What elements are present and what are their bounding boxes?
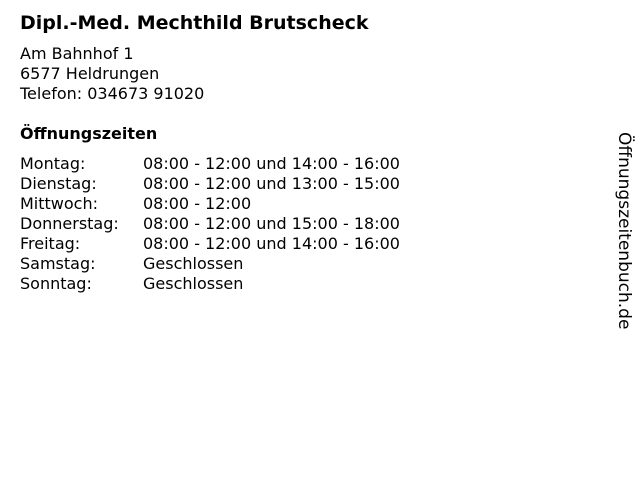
opening-hours-table xyxy=(20,154,400,294)
day-label: Freitag: xyxy=(20,234,81,253)
day-times: Geschlossen xyxy=(143,274,244,293)
hours-row-friday xyxy=(20,234,400,254)
site-watermark xyxy=(612,132,636,364)
hours-row-wednesday xyxy=(20,194,400,214)
hours-row-thursday xyxy=(20,214,400,234)
city-address: 6577 Heldrungen xyxy=(20,64,160,83)
day-times: 08:00 - 12:00 und 14:00 - 16:00 xyxy=(143,234,400,253)
hours-row-sunday xyxy=(20,274,400,294)
day-times: 08:00 - 12:00 und 13:00 - 15:00 xyxy=(143,174,400,193)
hours-row-tuesday xyxy=(20,174,400,194)
street-address: Am Bahnhof 1 xyxy=(20,44,134,63)
hours-row-monday xyxy=(20,154,400,174)
day-times: 08:00 - 12:00 und 15:00 - 18:00 xyxy=(143,214,400,233)
day-label: Mittwoch: xyxy=(20,194,98,213)
site-watermark-text: Öffnungszeitenbuch.de xyxy=(614,132,634,330)
phone-number: Telefon: 034673 91020 xyxy=(20,84,205,103)
address-block xyxy=(20,44,204,104)
day-label: Dienstag: xyxy=(20,174,97,193)
day-label: Sonntag: xyxy=(20,274,92,293)
day-times: 08:00 - 12:00 xyxy=(143,194,252,213)
opening-hours-heading: Öffnungszeiten xyxy=(20,124,158,143)
day-times: Geschlossen xyxy=(143,254,244,273)
day-times: 08:00 - 12:00 und 14:00 - 16:00 xyxy=(143,154,400,173)
day-label: Donnerstag: xyxy=(20,214,119,233)
practice-name: Dipl.-Med. Mechthild Brutscheck xyxy=(20,12,369,34)
day-label: Montag: xyxy=(20,154,86,173)
day-label: Samstag: xyxy=(20,254,96,273)
hours-row-saturday xyxy=(20,254,400,274)
